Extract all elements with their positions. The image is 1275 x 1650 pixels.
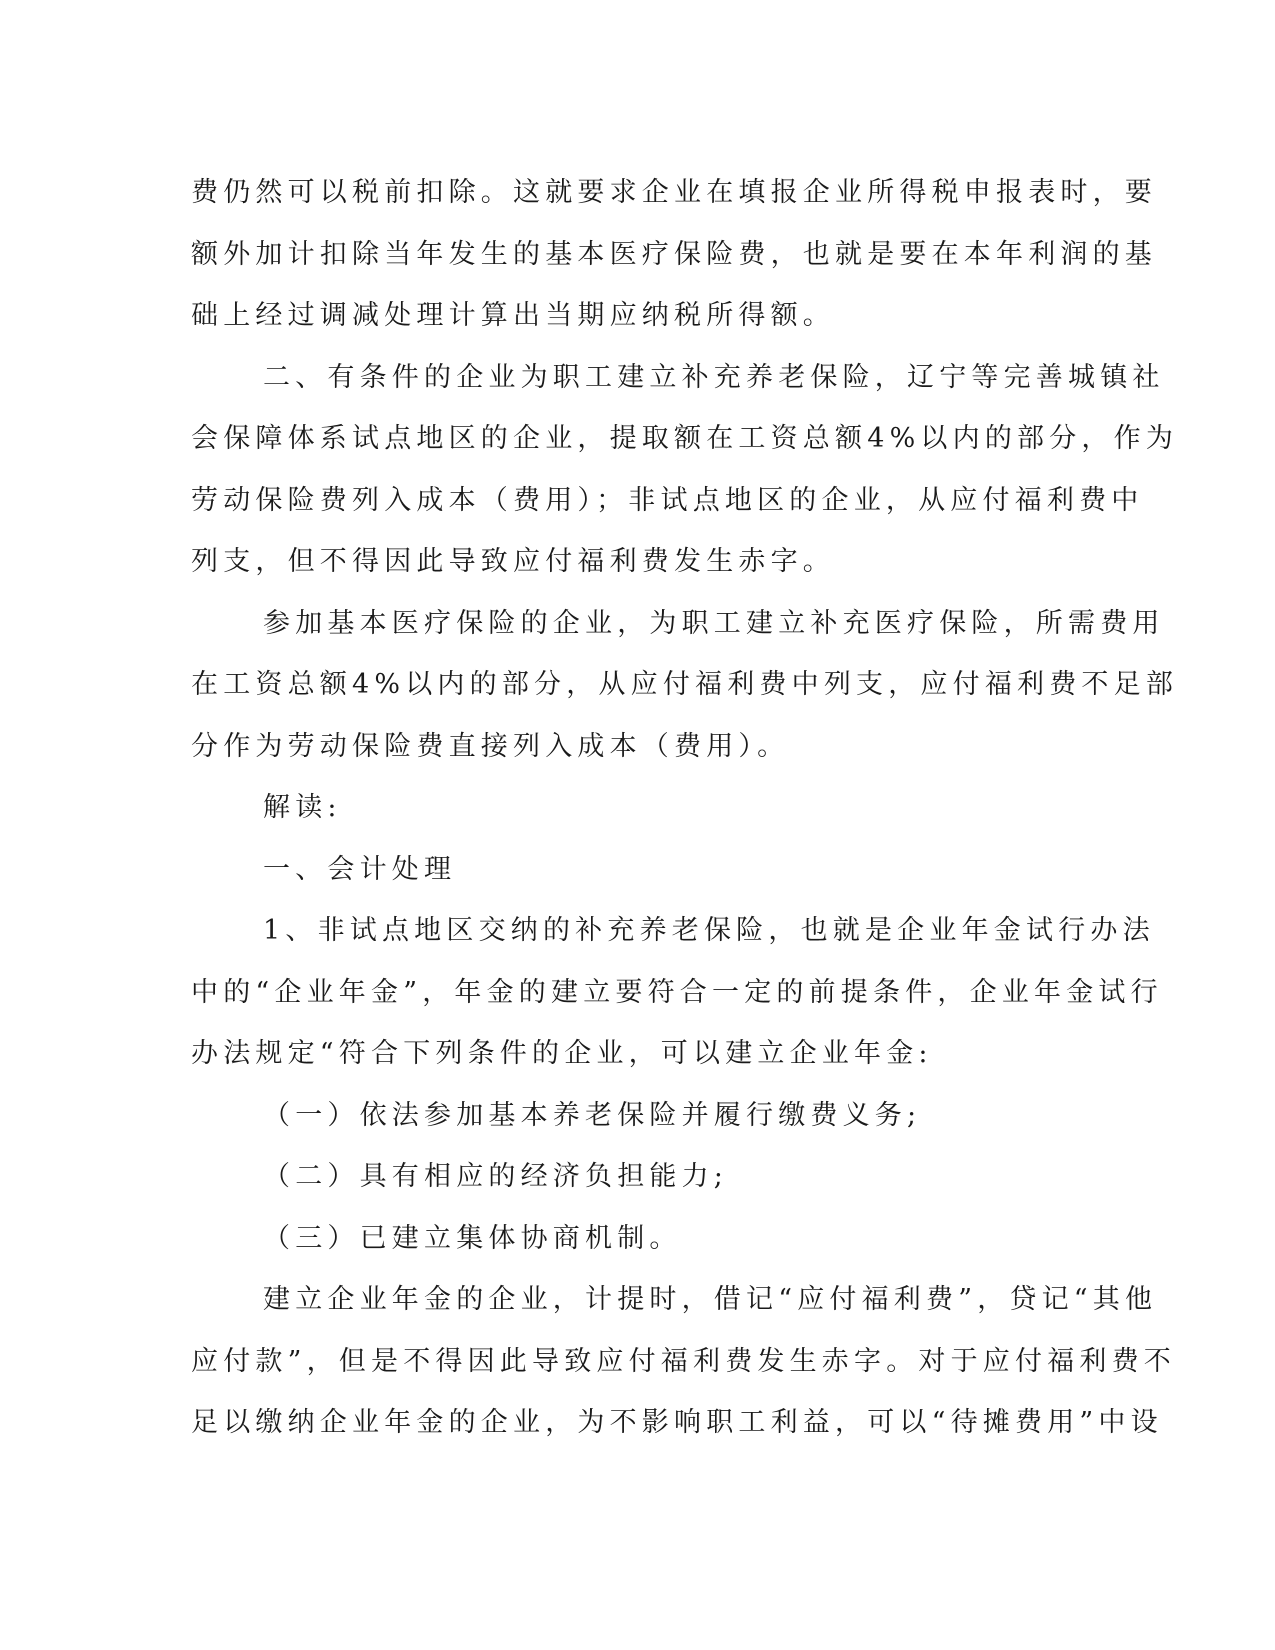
- text-line: 建立企业年金的企业，计提时，借记“应付福利费”，贷记“其他: [263, 1284, 1158, 1315]
- text-line: 会保障体系试点地区的企业，提取额在工资总额4%以内的部分，作为: [191, 423, 1179, 454]
- text-line: 应付款”，但是不得因此导致应付福利费发生赤字。对于应付福利费不: [191, 1345, 1177, 1377]
- text-line: 分作为劳动保险费直接列入成本（费用）。: [191, 730, 790, 762]
- section-heading: 一、会计处理: [263, 853, 457, 885]
- text-line: 办法规定“符合下列条件的企业，可以建立企业年金:: [191, 1038, 933, 1069]
- text-line: 二、有条件的企业为职工建立补充养老保险，辽宁等完善城镇社: [263, 361, 1165, 393]
- text-line: 1、非试点地区交纳的补充养老保险，也就是企业年金试行办法: [263, 915, 1155, 946]
- text-line: 费仍然可以税前扣除。这就要求企业在填报企业所得税申报表时，要: [191, 177, 1157, 208]
- text-line: 劳动保险费列入成本（费用）；非试点地区的企业，从应付福利费中: [191, 484, 1144, 516]
- list-item: （三）已建立集体协商机制。: [263, 1222, 682, 1254]
- text-line: 足以缴纳企业年金的企业，为不影响职工利益，可以“待摊费用”中设: [191, 1407, 1163, 1438]
- text-line: 础上经过调减处理计算出当期应纳税所得额。: [191, 300, 835, 331]
- text-line: 额外加计扣除当年发生的基本医疗保险费，也就是要在本年利润的基: [191, 238, 1157, 270]
- text-line: 解读:: [263, 792, 342, 823]
- list-item: （一）依法参加基本养老保险并履行缴费义务;: [263, 1099, 922, 1131]
- text-line: 在工资总额4%以内的部分，从应付福利费中列支，应付福利费不足部: [191, 669, 1179, 700]
- text-line: 中的“企业年金”，年金的建立要符合一定的前提条件，企业年金试行: [191, 976, 1163, 1008]
- text-line: 列支，但不得因此导致应付福利费发生赤字。: [191, 546, 835, 577]
- document-body: [191, 162, 1179, 1454]
- text-line: 参加基本医疗保险的企业，为职工建立补充医疗保险，所需费用: [263, 607, 1165, 639]
- list-item: （二）具有相应的经济负担能力;: [263, 1161, 729, 1192]
